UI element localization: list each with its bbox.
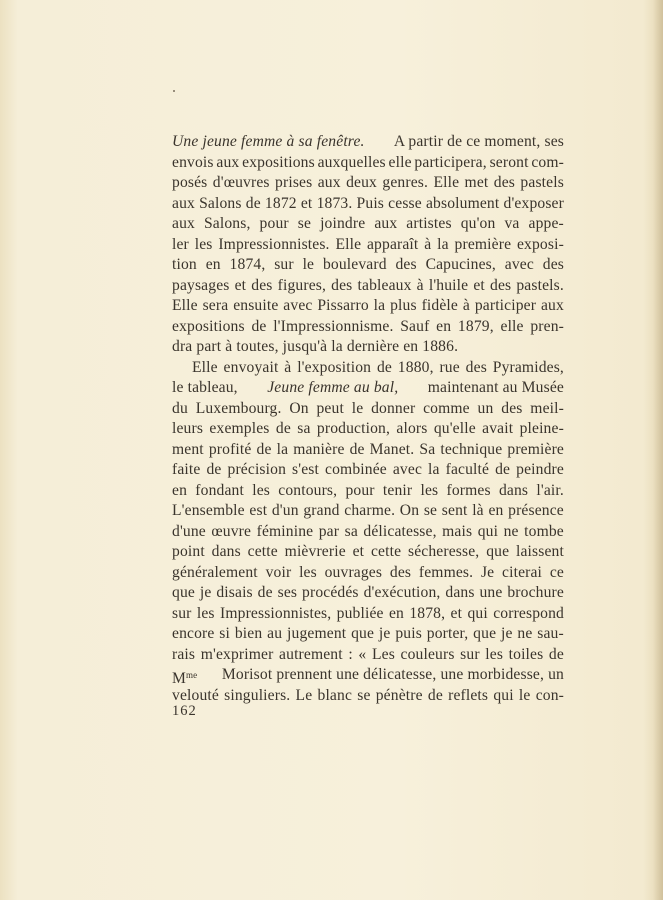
word: qui [467,604,488,622]
word: absolument [425,194,500,212]
word: ouvrages [324,563,383,581]
word: aux [317,174,341,191]
word: dans [498,481,529,499]
page-number: 162 [172,703,197,719]
word: citerai [502,563,543,581]
word: première [507,440,564,458]
word: l'huile [428,276,469,294]
word: com- [531,153,564,171]
word: pastels [520,174,564,191]
word: couleurs [400,645,455,663]
word: l'Impressionnisme. [273,317,394,335]
word: des [493,174,516,191]
word: tombe [524,522,564,540]
word: du [172,399,188,417]
word: des [542,256,564,273]
word: si [219,625,230,642]
word: que [172,584,195,601]
text-line [172,132,564,153]
text-line [172,563,564,584]
word: sécheresse, [408,543,480,560]
word: va [504,215,520,232]
word: donner [371,399,416,417]
word: la [373,297,386,314]
word: seront [489,153,529,171]
text-segment: Morisot prennent une délicatesse, une morbidesse, un [221,666,564,683]
word: avait [482,420,514,437]
word: Salons, [203,215,251,232]
word: toiles [508,645,544,663]
text-line [172,173,564,194]
word: sera [202,297,229,314]
word: peindre [516,461,564,478]
word: des [490,276,512,294]
word: fidèle [421,297,458,314]
text-line [172,522,564,543]
text-line [172,481,564,502]
word: Pyramides, [492,358,564,376]
word: s'est [292,461,319,478]
word: et [473,276,485,294]
word: velouté [172,686,219,704]
word: auxquelles [317,153,386,171]
word: qu'on [460,215,496,232]
word: Elle [192,358,218,376]
word: de [349,440,365,458]
word: elle [388,153,412,171]
word: avec [392,461,423,478]
word: brochure [507,584,564,601]
word: l'exposition [297,358,372,376]
word: L'ensemble [172,502,245,519]
word: ses [277,584,298,601]
word: ment [172,440,204,458]
word: leurs [172,420,204,437]
word: expositions [172,317,245,335]
word: en [488,502,504,519]
artwork-title: Une jeune femme à sa fenêtre. [172,133,365,150]
word: envoyait [223,358,279,376]
word: le [302,256,315,273]
word: aux [172,194,195,212]
word: de [275,420,291,437]
word: première [454,235,512,253]
word: qui [493,686,514,704]
word: expositions [242,153,315,171]
word: des [465,358,487,376]
word: de [206,461,222,478]
ink-speck [173,90,175,92]
word: présence [508,502,564,519]
word: 1873. [316,194,353,212]
word: On [289,399,309,417]
word: d'œuvres [212,174,270,191]
word: disais [216,584,253,601]
word: à [416,276,424,294]
word: sa [344,522,358,540]
word: bien [234,625,263,642]
body-text [172,132,564,706]
text-line [172,645,564,666]
word: et [352,543,365,560]
word: en [388,604,404,622]
word: d'une [172,522,206,540]
word: sent [441,502,468,519]
word: Les [371,645,395,663]
text-line [172,399,564,420]
word: encore [172,625,215,642]
word: procédés [302,584,359,601]
word: une [479,584,503,601]
word: Capucines, [425,256,496,273]
text-line [172,194,564,215]
word: pleine- [519,420,564,437]
word: et [300,194,313,212]
word: délicatesse, [363,522,437,540]
text-line [172,358,564,379]
word: rue [439,358,460,376]
word: Je [480,563,495,581]
word: jugement [287,625,347,642]
word: deux [346,174,377,191]
word: met [464,174,489,191]
word: plus [390,297,417,314]
text-line [172,501,564,522]
text-line [172,686,564,707]
word: sa [297,420,311,437]
word: puis [395,625,422,642]
word: dans [445,584,475,601]
word: par [318,522,340,540]
page-edge-shadow [653,0,663,900]
word: exposi- [516,235,564,253]
word: porter, [426,625,469,642]
word: apparaît [366,235,419,253]
word: grand [303,502,340,519]
word: les [252,481,270,499]
word: comme [423,399,470,417]
word: qui [477,522,499,540]
text-line [172,460,564,481]
word: à [462,297,470,314]
word: cette [247,543,278,560]
text-line [172,665,564,686]
word: rais [172,645,196,663]
word: prises [275,174,313,191]
word: un [477,399,494,417]
word: que [486,543,510,560]
word: Salons [199,194,242,212]
word: Impressionnistes, [220,604,332,622]
word: avec [504,256,534,273]
word: de [427,686,443,704]
word: de [257,584,273,601]
word: d'un [271,502,299,519]
word: aux [216,153,240,171]
word: fondant [195,481,244,499]
text-line: dra part à toutes, jusqu'à la dernière en 1886. [172,338,459,355]
text-line [172,542,564,563]
word: elle [500,317,524,335]
word: participer [474,297,537,314]
word: 1874, [229,256,266,273]
word: je [199,584,212,601]
word: de [548,645,564,663]
word: au [267,625,283,642]
word: 1872 [264,194,297,212]
word: se [357,686,371,704]
word: alors [396,420,428,437]
word: en [205,256,221,273]
word: 1879, [457,317,494,335]
text-segment: A partir de ce moment, ses [393,133,564,150]
word: pénètre [375,686,423,704]
word: charme. [344,502,396,519]
text-line [172,235,564,256]
word: les [196,604,215,622]
word: aux [374,215,398,232]
word: Pissarro [317,297,369,314]
word: des [331,276,353,294]
word: participera, [414,153,487,171]
word: blanc [317,686,353,704]
word: 1878, [409,604,446,622]
text-line [172,419,564,440]
word: sur [172,604,192,622]
word: la [428,461,440,478]
word: de [251,317,267,335]
text-line [172,317,564,338]
word: ensuite [233,297,279,314]
word: pren- [530,317,564,335]
word: Elle [172,297,198,314]
word: tion [172,256,197,273]
word: des [251,276,273,294]
word: les [485,645,504,663]
word: œuvre [211,522,252,540]
word: laissent [515,543,564,560]
word: des [501,399,523,417]
word: je [378,625,391,642]
word: contours, [278,481,338,499]
word: les [420,481,439,499]
word: Puis [356,194,385,212]
word: figures, [277,276,327,294]
word: de [495,461,511,478]
word: reflets [448,686,489,704]
word: la [276,440,289,458]
word: sur [274,256,294,273]
word: genres. [382,174,429,191]
word: « [358,645,367,663]
word: pastels. [516,276,564,294]
word: pour [259,215,289,232]
word: se [423,502,438,519]
word: sur [460,645,480,663]
word: tableaux [357,276,412,294]
word: boulevard [322,256,387,273]
word: singuliers. [224,686,291,704]
word: voir [265,563,292,581]
word: pour [345,481,375,499]
word: production, [316,420,391,437]
word: sau- [537,625,564,642]
word: femmes. [418,563,474,581]
word: des [395,256,417,273]
word: aux [540,297,564,314]
word: de [256,440,272,458]
word: point [172,543,205,560]
text-line [172,624,564,645]
word: est [249,502,268,519]
word: joindre [320,215,366,232]
word: à [424,235,432,253]
word: posés [172,174,208,191]
word: Elle [433,174,460,191]
word: artistes [406,215,452,232]
text-line [172,440,564,461]
word: correspond [493,604,564,622]
title-abbrev: M [172,670,187,687]
word: précision [227,461,287,478]
word: dans [211,543,241,560]
word: cesse [388,194,422,212]
artwork-title: Jeune femme au bal, [267,379,399,396]
word: en [172,481,188,499]
word: le [351,399,364,417]
word: meil- [530,399,564,417]
word: manière [293,440,345,458]
text-line [172,583,564,604]
text-line [172,214,564,235]
word: les [299,563,317,581]
word: 1880, [397,358,434,376]
word: m'exprimer [200,645,274,663]
text-segment [172,665,197,686]
word: Sauf [400,317,430,335]
word: d'exécution, [363,584,441,601]
word: aux [172,215,195,232]
word: Elle [335,235,362,253]
word: : [348,645,353,663]
word: en [436,317,452,335]
word: mièvrerie [284,543,346,560]
word: technique [440,440,503,458]
word: avec [283,297,313,314]
word: de [245,194,261,212]
word: envois [172,153,214,171]
word: des [389,563,412,581]
word: faculté [445,461,490,478]
word: faite [172,461,201,478]
word: cette [370,543,402,560]
word: à [284,358,292,376]
word: se [297,215,312,232]
word: Sa [419,440,436,458]
text-line [172,276,564,297]
word: la [437,235,449,253]
word: Impressionnistes. [218,235,330,253]
word: ne [517,625,533,642]
word: combinée [325,461,387,478]
word: je [500,625,513,642]
word: là [472,502,484,519]
word: que [473,625,497,642]
text-line [172,378,564,399]
word: généralement [172,563,258,581]
word: ne [503,522,519,540]
text-segment: maintenant au Musée [427,379,564,396]
word: de [376,358,392,376]
word: profité [208,440,252,458]
word: les [194,235,213,253]
word: ce [549,563,564,581]
word: formes [446,481,491,499]
text-line [172,153,564,174]
word: paysages [172,276,230,294]
word: appe- [528,215,564,232]
word: que [351,625,375,642]
word: d'exposer [503,194,564,212]
text-line [172,255,564,276]
word: mais [442,522,473,540]
word: peut [316,399,344,417]
text-line [172,296,564,317]
word: autrement [279,645,343,663]
text-line [172,604,564,625]
word: qu'elle [433,420,476,437]
word: con- [535,686,564,704]
word: l'air. [536,481,564,499]
word: le [518,686,531,704]
word: et [450,604,463,622]
word: On [399,502,420,519]
word: publiée [336,604,384,622]
word: ler [172,235,189,253]
word: et [234,276,247,294]
word: Luxembourg. [195,399,282,417]
word: tenir [382,481,413,499]
word: féminine [256,522,314,540]
word: Le [295,686,313,704]
text-segment: le tableau, [172,379,238,396]
word: Manet. [369,440,415,458]
word: exemples [209,420,270,437]
title-abbrev-superscript: me [186,670,198,680]
